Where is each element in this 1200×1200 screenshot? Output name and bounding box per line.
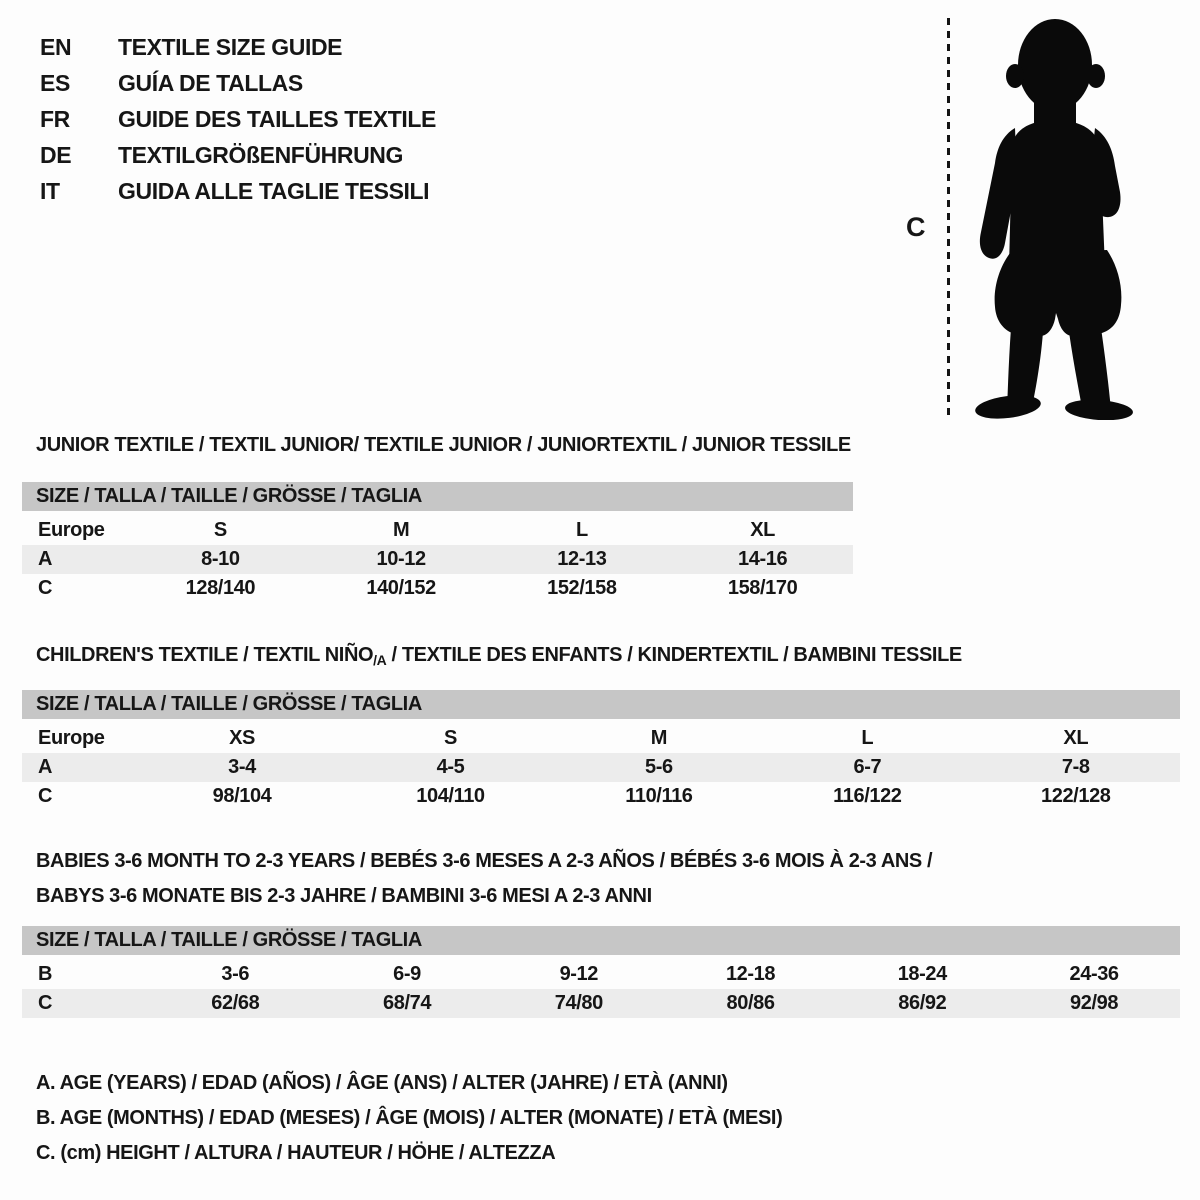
babies-section-title-line2: BABYS 3-6 MONATE BIS 2-3 JAHRE / BAMBINI 3-6 MESI A 2-3 ANNI — [36, 885, 652, 907]
table-cell: L — [575, 519, 588, 541]
table-cell: 10-12 — [376, 548, 426, 570]
table-row — [22, 574, 853, 603]
table-row — [22, 782, 1180, 811]
babies-size-header-bar: SIZE / TALLA / TAILLE / GRÖSSE / TAGLIA — [22, 926, 1180, 955]
language-code-es: ES — [40, 69, 70, 96]
row-label: B — [38, 963, 53, 985]
footnote-a: A. AGE (YEARS) / EDAD (AÑOS) / ÂGE (ANS) / ALTER (JAHRE) / ETÀ (ANNI) — [36, 1072, 728, 1094]
language-header — [40, 29, 436, 209]
guide-title-en: TEXTILE SIZE GUIDE — [118, 33, 343, 60]
table-cell: XL — [750, 519, 775, 541]
row-label: C — [38, 992, 53, 1014]
table-cell: XL — [1063, 727, 1089, 749]
table-cell: 152/158 — [547, 577, 617, 599]
children-size-header-bar: SIZE / TALLA / TAILLE / GRÖSSE / TAGLIA — [22, 690, 1180, 719]
height-measure-label: C — [906, 212, 926, 242]
height-measure-line — [947, 18, 950, 417]
table-row — [22, 753, 1180, 782]
table-cell: 18-24 — [897, 963, 947, 985]
guide-title-fr: GUIDE DES TAILLES TEXTILE — [118, 105, 436, 132]
table-row — [22, 516, 853, 545]
table-cell: S — [213, 519, 227, 541]
table-cell: 6-9 — [393, 963, 421, 985]
children-title-pre: CHILDREN'S TEXTILE / TEXTIL NIÑO — [36, 644, 374, 666]
footnote-c: C. (cm) HEIGHT / ALTURA / HAUTEUR / HÖHE / ALTEZZA — [36, 1142, 556, 1164]
table-cell: 14-16 — [738, 548, 788, 570]
row-label: C — [38, 785, 53, 807]
table-cell: 5-6 — [645, 756, 673, 778]
toddler-silhouette-icon — [968, 16, 1136, 420]
language-row-en — [40, 29, 436, 65]
footnote-b: B. AGE (MONTHS) / EDAD (MESES) / ÂGE (MOIS) / ALTER (MONATE) / ETÀ (MESI) — [36, 1107, 783, 1129]
table-cell: S — [443, 727, 457, 749]
children-size-table — [22, 690, 1180, 811]
children-section-title — [36, 644, 962, 668]
footnotes — [36, 1066, 782, 1171]
junior-size-header-bar: SIZE / TALLA / TAILLE / GRÖSSE / TAGLIA — [22, 482, 853, 511]
junior-section-title: JUNIOR TEXTILE / TEXTIL JUNIOR/ TEXTILE JUNIOR / JUNIORTEXTIL / JUNIOR TESSILE — [36, 434, 851, 456]
row-label: Europe — [38, 519, 105, 541]
table-cell: 122/128 — [1041, 785, 1111, 807]
table-cell: 12-18 — [725, 963, 776, 985]
table-cell: 98/104 — [212, 785, 272, 807]
table-cell: 8-10 — [201, 548, 240, 570]
row-label: C — [38, 577, 53, 599]
table-row — [22, 960, 1180, 989]
table-cell: 68/74 — [383, 992, 432, 1014]
table-cell: 80/86 — [726, 992, 775, 1014]
language-row-es — [40, 65, 436, 101]
table-row — [22, 724, 1180, 753]
table-cell: 128/140 — [185, 577, 256, 599]
table-cell: 9-12 — [559, 963, 598, 985]
table-cell: 62/68 — [211, 992, 260, 1014]
table-cell: 104/110 — [416, 785, 485, 807]
table-cell: XS — [229, 727, 255, 749]
table-cell: 110/116 — [625, 785, 693, 807]
language-code-it: IT — [40, 177, 60, 204]
language-row-it — [40, 173, 436, 209]
guide-title-it: GUIDA ALLE TAGLIE TESSILI — [118, 177, 430, 204]
table-row — [22, 989, 1180, 1018]
guide-title-de: TEXTILGRÖßENFÜHRUNG — [118, 141, 403, 168]
children-title-sub: /A — [373, 652, 387, 668]
row-label: A — [38, 756, 53, 778]
table-cell: 12-13 — [557, 548, 607, 570]
table-cell: 3-6 — [221, 963, 250, 985]
junior-size-table — [22, 482, 853, 603]
children-table — [22, 724, 1180, 811]
table-cell: 24-36 — [1069, 963, 1119, 985]
table-cell: M — [650, 727, 668, 749]
table-cell: 86/92 — [898, 992, 947, 1014]
table-cell: 3-4 — [228, 756, 256, 778]
table-cell: 140/152 — [366, 577, 436, 599]
junior-table — [22, 516, 853, 603]
table-cell: 6-7 — [853, 756, 882, 778]
language-code-de: DE — [40, 141, 72, 168]
babies-table — [22, 960, 1180, 1018]
language-code-en: EN — [40, 33, 72, 60]
language-code-fr: FR — [40, 105, 70, 132]
table-cell: 7-8 — [1061, 756, 1090, 778]
row-label: Europe — [38, 727, 105, 749]
table-cell: M — [392, 519, 410, 541]
table-cell: 116/122 — [833, 785, 902, 807]
table-cell: 4-5 — [436, 756, 465, 778]
babies-section-title-line1: BABIES 3-6 MONTH TO 2-3 YEARS / BEBÉS 3-6 MESES A 2-3 AÑOS / BÉBÉS 3-6 MOIS À 2-3 ANS / — [36, 850, 933, 872]
table-cell: L — [861, 727, 874, 749]
table-cell: 158/170 — [727, 577, 798, 599]
children-title-post: / TEXTILE DES ENFANTS / KINDERTEXTIL / BAMBINI TESSILE — [386, 644, 962, 666]
language-row-fr — [40, 101, 436, 137]
guide-title-es: GUÍA DE TALLAS — [118, 69, 303, 96]
language-row-de — [40, 137, 436, 173]
table-cell: 74/80 — [554, 992, 603, 1014]
row-label: A — [38, 548, 53, 570]
table-row — [22, 545, 853, 574]
table-cell: 92/98 — [1070, 992, 1119, 1014]
babies-size-table — [22, 926, 1180, 1018]
